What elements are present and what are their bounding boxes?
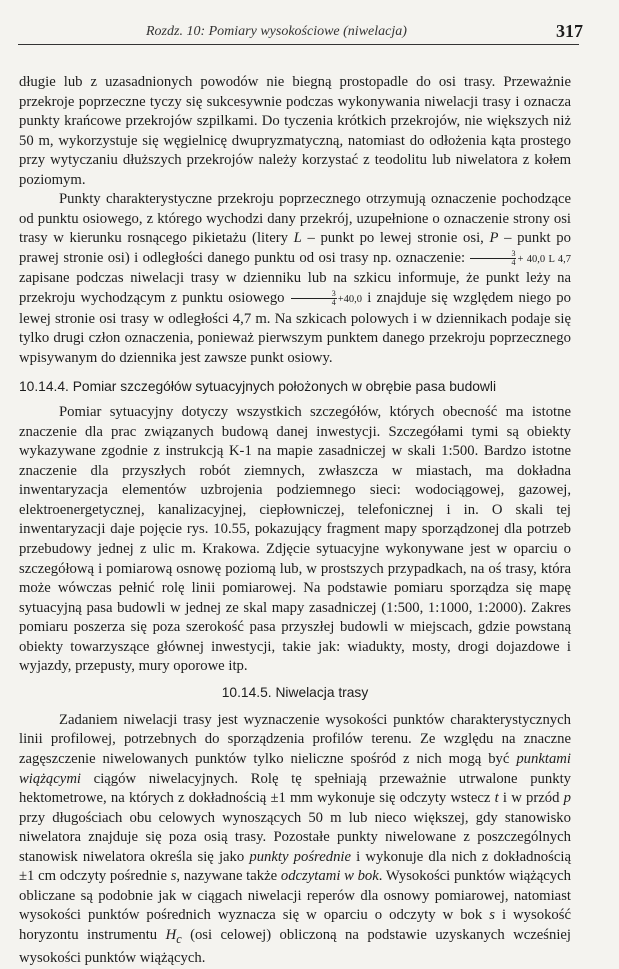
italic-subscript: c: [176, 931, 182, 946]
fraction-denominator: 4: [331, 298, 336, 308]
italic-term: punktami wiążącymi: [19, 750, 571, 787]
text-span: i wykonuje dla nich z dokładnością ±1 cm odczyty pośrednie: [19, 848, 571, 885]
page-header: [18, 21, 583, 45]
text-span: – punkt po prawej stronie osi) i odległości danego punktu od osi trasy np. oznaczenie:: [19, 230, 571, 266]
italic-letter: L: [293, 230, 302, 247]
paragraph-cross-sections: [19, 73, 571, 190]
hectometer-fraction: [470, 250, 516, 267]
italic-symbol: s: [489, 907, 495, 924]
text-span: – punkt po lewej stronie osi,: [301, 230, 490, 247]
paragraph-situational-survey: [19, 403, 571, 677]
text-span: Zadaniem niwelacji trasy jest wyznaczenie wysokości punktów charakterystycznych linii profilowej, potrzebnych do sporządzenia profilów terenu. Ze względu na znaczne zagęszczenie niwelowanych punktów tylko nieliczne spośród z nich mogą być: [19, 711, 571, 767]
text-span: , nazywane także: [176, 868, 281, 885]
italic-term: punkty pośrednie: [249, 848, 352, 865]
section-heading-10-14-5: 10.14.5. Niwelacja trasy: [221, 684, 369, 700]
fraction-denominator: 4: [511, 258, 516, 268]
italic-symbol: t: [494, 790, 499, 807]
point-notation: +40,0: [337, 294, 362, 306]
text-span: Pomiar sytuacyjny dotyczy wszystkich szczegółów, których obecność ma istotne znaczenie dla prac związanych budową danej inwestycji. Szczegółami tymi są obiekty wykazywane zgodnie z instrukcją K-1 na mapie zasadniczej w skali 1:500. Bardzo istotne znaczenie dla przyszłych robót ziemnych, zwłaszcza w miastach, ma dokładna inwentaryzacja elementów uzbrojenia podziemnego sieci: wodociągowej, gazowej, elektroenergetycznej, kanalizacyjnej, ciepłowniczej, telefonicznej i in. O skali tej inwentaryzacji daje pojęcie rys. 10.55, pokazujący fragment mapy sporządzonej dla potrzeb przebudowy jednej z ulic m. Krakowa. Zdjęcie sytuacyjne wykonywane jest w oparciu o szczegółową i pomiarową osnowę poziomą lub, w prostszych przypadkach, na oś trasy, która może wówczas pełnić rolę linii pomiarowej. Na podstawie pomiaru sporządza się mapę sytuacyjną pasa budowli w jednej ze skal mapy zasadniczej (1:500, 1:1000, 1:2000). Zakres pomiaru poszerza się poza szerokość pasa przyszłej budowli w miejscach, gdzie powstaną obiekty towarzyszące głównej inwestycji, takie jak: wiadukty, mosty, drogi dojazdowe i wyjazdy, przepusty, mury oporowe itp.: [19, 404, 571, 675]
italic-symbol: H: [165, 926, 177, 943]
fraction-numerator: 3: [291, 290, 337, 299]
italic-letter: P: [489, 230, 499, 247]
text-span: długie lub z uzasadnionych powodów nie biegną prostopadle do osi trasy. Przeważnie przekroje poprzeczne tyczy się sukcesywnie podczas wykonywania niwelacji trasy i oznacza punkty krańcowe przekrojów szpilkami. Do tyczenia krótkich przekrojów, nie większych niż 50 m, wykorzystuje się węgielnicę dwupryzmatyczną, natomiast do odłożenia kąta prostego przy wytyczaniu dłuższych przekrojów należy korzystać z teodolitu lub niwelatora z kołem poziomym.: [19, 74, 571, 188]
text-span: i znajduje się względem niego po lewej stronie osi trasy w odległości 4,7 m. Na szkicach polowych i w dziennikach podaje się tylko drugi człon oznaczenia, ponieważ pierwszym punktem danego przekroju poprzecznego wpisywanym do dziennika jest zawsze punkt osiowy.: [19, 290, 571, 366]
page-number: 317: [556, 21, 583, 41]
running-title: Rozdz. 10: Pomiary wysokościowe (niwelacja): [146, 24, 407, 39]
italic-term: odczytami w bok: [280, 868, 379, 885]
text-span: i w przód: [498, 790, 564, 807]
italic-symbol: s: [170, 868, 177, 885]
text-span: Punkty charakterystyczne przekroju poprzecznego otrzymują oznaczenie pochodzące od punktu osiowego, z którego wychodzi dany przekrój, uzupełnione o oznaczenie strony osi trasy w kierunku rosnącego pikietażu (litery: [19, 191, 571, 247]
fraction-numerator: 3: [470, 250, 516, 259]
text-span: . Wysokości punktów wiążących obliczane są podobnie jak w ciągach niwelacji reperów dla osnowy pomiarowej, natomiast wysokości punktów pośrednich wyznacza się w oparciu o odczyty w bok: [19, 868, 572, 924]
point-notation: + 40,0 L 4,7: [517, 253, 571, 265]
text-span: przy długościach obu celowych wynoszących 50 m lub nieco większej, gdy stanowisko niwelatora znajduje się poza osią trasy. Pozostałe punkty niwelowane z poszczególnych stanowisk niwelatora określa się jako: [19, 809, 571, 865]
text-span: zapisane podczas niwelacji trasy w dzienniku lub na szkicu informuje, że punkt leży na przekroju wychodzącym z punktu osiowego: [19, 270, 571, 307]
section-heading-10-14-4: 10.14.4. Pomiar szczegółów sytuacyjnych położonych w obrębie pasa budowli: [19, 379, 497, 395]
hectometer-fraction: [291, 290, 337, 307]
italic-symbol: p: [563, 790, 571, 807]
text-span: ciągów niwelacyjnych. Rolę tę spełniają przeważnie utrwalone punkty hektometrowe, na których z dokładnością ±1 mm wykonuje się odczyty wstecz: [19, 770, 571, 807]
paragraph-route-leveling: [19, 711, 571, 969]
paragraph-point-labels: [19, 190, 571, 368]
body-text: [19, 73, 571, 969]
text-span: (osi celowej) obliczoną na podstawie uzyskanych wcześniej wysokości punktów wiążących.: [19, 926, 571, 967]
text-span: i wysokość horyzontu instrumentu: [19, 907, 571, 943]
